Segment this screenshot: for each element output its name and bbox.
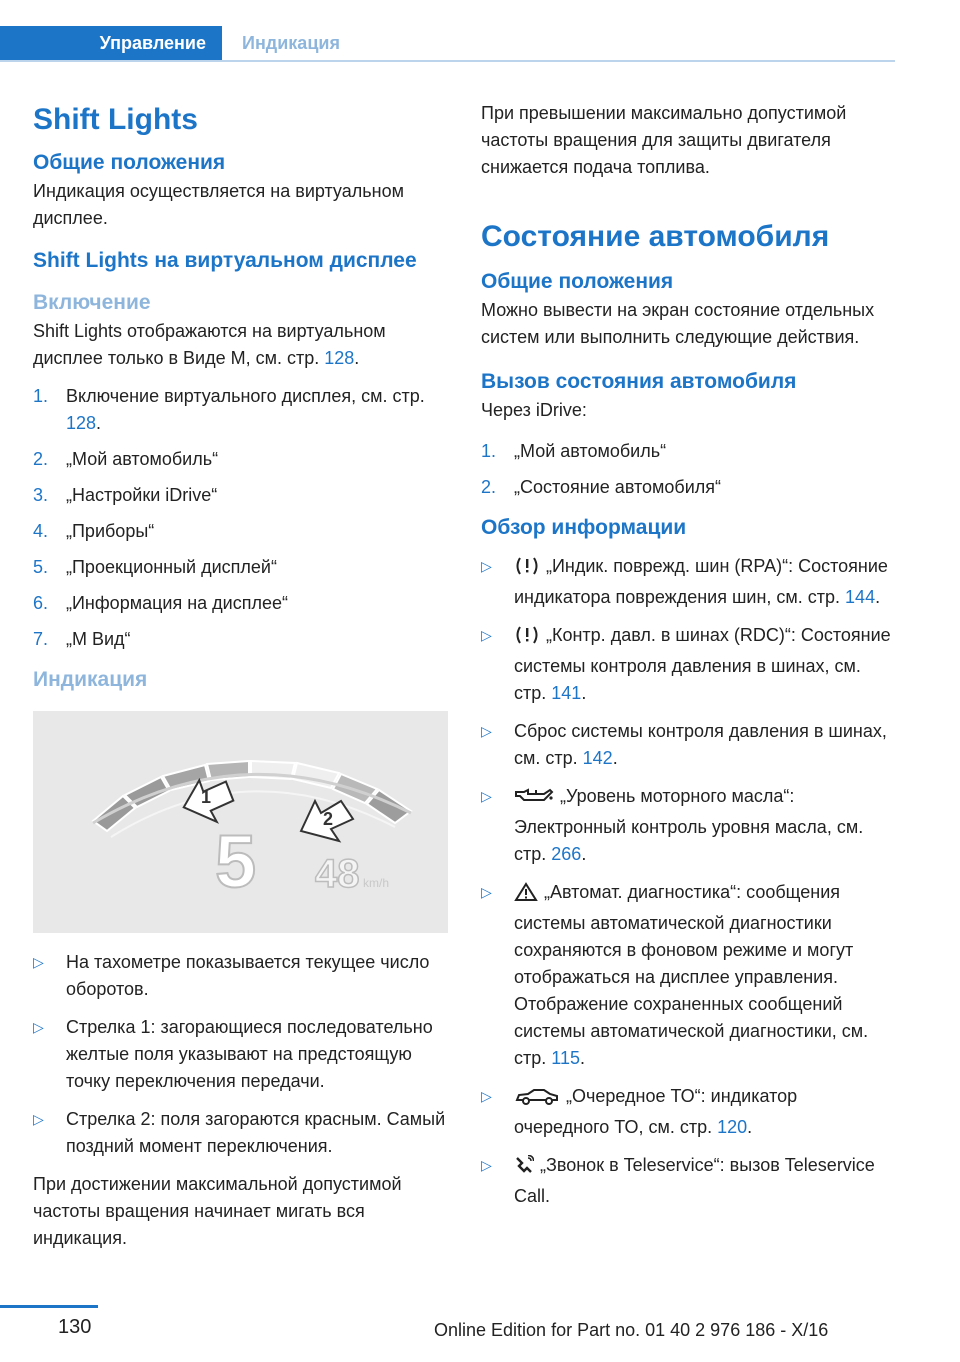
enable-text-body: Shift Lights отображаются на виртуальном дисплее только в Виде M, см. стр.: [33, 321, 386, 368]
section-title: Shift Lights: [33, 103, 198, 136]
bullet-text: Стрелка 1: загорающиеся последовательно желтые поля указывают на предстоящую точку переключения передачи.: [66, 1017, 433, 1091]
overview-text: „Очередное ТО“: индикатор очередного ТО, см. стр.: [514, 1086, 798, 1137]
list-item: [33, 626, 448, 653]
overview-text: Сброс системы контроля давления в шинах, см. стр.: [514, 721, 887, 768]
page-link[interactable]: 142: [582, 748, 613, 768]
triangle-bullet-icon: ▷: [481, 1157, 492, 1173]
virtual-display-heading: Shift Lights на виртуальном дисплее: [33, 249, 417, 272]
page-link[interactable]: 128: [324, 348, 355, 368]
overview-text: „Автомат. диагностика“: сообщения системы автоматической диагностики сохраняются в фоновом режиме и могут отображаться на дисплее управления. Отображение сохраненных сообщений системы автоматической диагностики, см. стр.: [514, 882, 869, 1068]
list-item: [33, 949, 448, 1003]
overview-text: „Уровень моторного масла“: Электронный контроль уровня масла, см. стр.: [514, 786, 864, 864]
enable-steps: [33, 383, 448, 653]
triangle-bullet-icon: ▷: [481, 558, 492, 574]
list-item: [33, 482, 448, 509]
edition-info: Online Edition for Part no. 01 40 2 976 186 - X/16: [434, 1320, 829, 1340]
triangle-bullet-icon: ▷: [33, 1019, 44, 1035]
list-item: [33, 1014, 448, 1095]
list-item: ▷ Сброс системы контроля давления в шинах, см. стр. 142.: [481, 718, 896, 772]
right-column: [481, 100, 896, 1221]
general-text: Можно вывести на экран состояние отдельных систем или выполнить следующие действия.: [481, 300, 875, 347]
service-car-icon: [514, 1086, 560, 1114]
tab-control[interactable]: Управление: [0, 26, 222, 60]
arrow-2-label: 2: [323, 809, 334, 829]
list-item: 1. Включение виртуального дисплея, см. стр. 128.: [33, 383, 448, 437]
list-item: [481, 1152, 896, 1210]
list-item: ▷ „Контр. давл. в шинах (RDC)“: Состояние системы контроля давления в шинах, см. стр. 141.: [481, 622, 896, 707]
oil-can-icon: [514, 786, 554, 814]
bullet-text: На тахометре показывается текущее число оборотов.: [66, 952, 430, 999]
page-link[interactable]: 115: [551, 1048, 580, 1068]
step-number: 3.: [33, 485, 49, 505]
shift-lights-svg: [33, 711, 448, 933]
display-heading: Индикация: [33, 668, 148, 691]
shift-lights-illustration: [33, 711, 448, 933]
step-text: „Мой автомобиль“: [66, 449, 219, 469]
page-link[interactable]: 120: [717, 1117, 748, 1137]
step-number: 5.: [33, 557, 49, 577]
step-number: 4.: [33, 521, 49, 541]
tab-display[interactable]: Индикация: [242, 32, 340, 53]
triangle-bullet-icon: ▷: [481, 723, 492, 739]
display-bullets: [33, 949, 448, 1160]
bullet-text: Стрелка 2: поля загораются красным. Самый поздний момент переключения.: [66, 1109, 446, 1156]
page-number: 130: [58, 1316, 92, 1338]
fuel-cut-text: При превышении максимально допустимой частоты вращения для защиты двигателя снижается подача топлива.: [481, 103, 847, 177]
gear-indicator: 5: [215, 820, 257, 903]
header-rule: [0, 60, 895, 62]
list-item: ▷ „Автомат. диагностика“: сообщения системы автоматической диагностики сохраняются в фоновом режиме и могут отображаться на дисплее управления. Отображение сохраненных сообщений системы автоматической диагностики, см. стр. 115.: [481, 879, 896, 1072]
call-status-text: Через iDrive:: [481, 400, 587, 420]
footer-rule: [0, 1305, 98, 1308]
list-item: ▷ „Индик. поврежд. шин (RPA)“: Состояние индикатора повреждения шин, см. стр. 144.: [481, 553, 896, 611]
overview-heading: Обзор информации: [481, 516, 687, 539]
general-text: Индикация осуществляется на виртуальном дисплее.: [33, 181, 404, 228]
list-item: [33, 590, 448, 617]
warning-triangle-icon: [514, 882, 538, 910]
list-item: [481, 474, 896, 501]
triangle-bullet-icon: ▷: [481, 627, 492, 643]
step-number: 1.: [33, 386, 49, 406]
list-item: ▷ „Очередное ТО“: индикатор очередного ТО, см. стр. 120.: [481, 1083, 896, 1141]
left-column: [33, 100, 448, 1252]
list-item: [33, 1106, 448, 1160]
teleservice-icon: [514, 1155, 534, 1183]
enable-heading: Включение: [33, 291, 151, 314]
list-item: [33, 446, 448, 473]
max-rpm-text: При достижении максимальной допустимой частоты вращения начинает мигать вся индикация.: [33, 1174, 402, 1248]
call-steps: [481, 438, 896, 501]
page-link[interactable]: 144: [845, 587, 876, 607]
step-text: „Приборы“: [66, 521, 155, 541]
step-text: „Проекционный дисплей“: [66, 557, 277, 577]
list-item: [481, 438, 896, 465]
speed-unit: km/h: [363, 876, 390, 890]
call-status-heading: Вызов состояния автомобиля: [481, 370, 797, 393]
list-item: [33, 518, 448, 545]
overview-text: „Контр. давл. в шинах (RDC)“: Состояние системы контроля давления в шинах, см. стр.: [514, 625, 891, 703]
step-text: „Состояние автомобиля“: [514, 477, 722, 497]
triangle-bullet-icon: ▷: [481, 884, 492, 900]
list-item: [33, 554, 448, 581]
chapter-tabs: [0, 26, 895, 62]
step-number: 6.: [33, 593, 49, 613]
overview-text: „Звонок в Teleservice“: вызов Teleservice Call.: [514, 1155, 875, 1206]
triangle-bullet-icon: ▷: [33, 1111, 44, 1127]
step-text: „Мой автомобиль“: [514, 441, 667, 461]
step-text: „Настройки iDrive“: [66, 485, 218, 505]
vehicle-status-heading: Состояние автомобиля: [481, 220, 830, 253]
step-text: Включение виртуального дисплея, см. стр.: [66, 386, 425, 406]
step-number: 7.: [33, 629, 49, 649]
page-link[interactable]: 128: [66, 413, 97, 433]
step-number: 2.: [481, 477, 497, 497]
general-heading: Общие положения: [33, 151, 226, 174]
step-text: „M Вид“: [66, 629, 131, 649]
step-text: „Информация на дисплее“: [66, 593, 288, 613]
general-heading: Общие положения: [481, 270, 674, 293]
step-number: 2.: [33, 449, 49, 469]
arrow-1-label: 1: [201, 787, 212, 807]
speed-value: 48: [315, 852, 360, 896]
tire-warning-icon: [514, 625, 540, 653]
list-item: ▷ „Уровень моторного масла“: Электронный контроль уровня масла, см. стр. 266.: [481, 783, 896, 868]
triangle-bullet-icon: ▷: [481, 1088, 492, 1104]
step-number: 1.: [481, 441, 497, 461]
triangle-bullet-icon: ▷: [33, 954, 44, 970]
enable-text: Shift Lights отображаются на виртуальном дисплее только в Виде M, см. стр. 128.: [33, 321, 386, 368]
tire-warning-icon: [514, 556, 540, 584]
page-link[interactable]: 141: [551, 683, 582, 703]
triangle-bullet-icon: ▷: [481, 788, 492, 804]
page-link[interactable]: 266: [551, 844, 582, 864]
overview-list: [481, 553, 896, 1210]
overview-text: „Индик. поврежд. шин (RPA)“: Состояние индикатора повреждения шин, см. стр.: [514, 556, 888, 607]
